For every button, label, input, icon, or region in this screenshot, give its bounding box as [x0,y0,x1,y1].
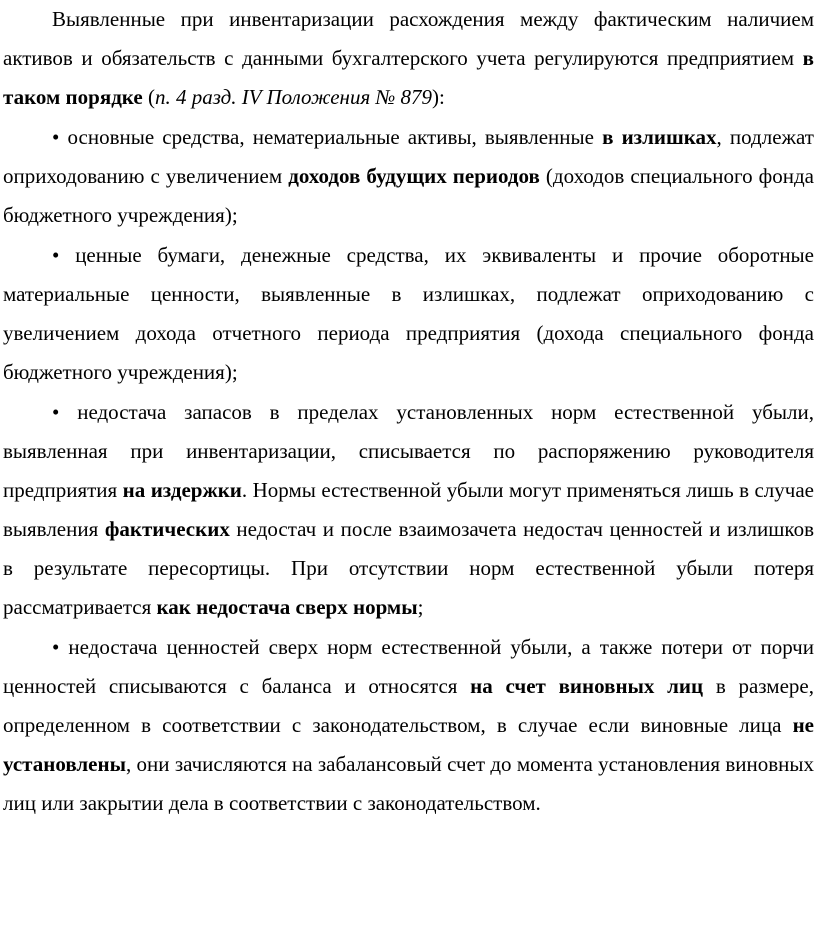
citation-segment: п. 4 разд. IV Положения № 879 [154,85,433,109]
paragraph-shortage-over-norms [3,628,814,823]
text-segment: • недостача ценностей сверх норм естественной убыли, а также потери от порчи ценностей списываются с баланса и относятся [3,635,814,698]
emphasis-segment: в излишках [602,125,717,149]
text-segment: Выявленные при инвентаризации расхождения между фактическим наличием активов и обязательств с данными бухгалтерского учета регулируются предприятием [3,7,814,70]
emphasis-segment: доходов будущих периодов [288,164,540,188]
text-segment: • ценные бумаги, денежные средства, их эквиваленты и прочие оборотные материальные ценности, выявленные в излишках, подлежат оприходованию с увеличением дохода отчетного периода предприятия (дохода специального фонда бюджетного учреждения); [3,243,814,384]
text-segment: • недостача запасов в пределах установленных норм естественной убыли, выявленная при инвентаризации, списывается по распоряжению руководителя предприятия [3,400,814,502]
text-segment: недостач и после взаимозачета недостач ценностей и излишков в результате пересортицы. При отсутствии норм естественной убыли потеря рассматривается [3,517,814,619]
text-segment: . Нормы естественной убыли могут применяться лишь в случае выявления [3,478,814,541]
emphasis-segment: как недостача сверх нормы [156,595,418,619]
text-segment: ( [142,85,155,109]
paragraph-securities [3,236,814,392]
emphasis-segment: на издержки [122,478,242,502]
text-segment: , они зачисляются на забалансовый счет до момента установления виновных лиц или закрытии дела в соответствии с законодательством. [3,752,814,815]
text-segment: ; [417,595,424,619]
emphasis-segment: не установлены [3,713,814,776]
text-segment: ): [432,85,445,109]
text-segment: в размере, определенном в соответствии с законодательством, в случае если виновные лица [3,674,814,737]
paragraph-intro [3,0,814,117]
emphasis-segment: в таком порядке [3,46,814,109]
emphasis-segment: на счет виновных лиц [470,674,704,698]
paragraph-fixed-assets [3,118,814,235]
text-segment: • основные средства, нематериальные активы, выявленные [52,125,603,149]
paragraph-shortage-within-norms [3,393,814,627]
text-segment: (доходов специального фонда бюджетного учреждения); [3,164,814,227]
text-segment: , подлежат оприходованию с увеличением [3,125,814,188]
emphasis-segment: фактических [104,517,230,541]
